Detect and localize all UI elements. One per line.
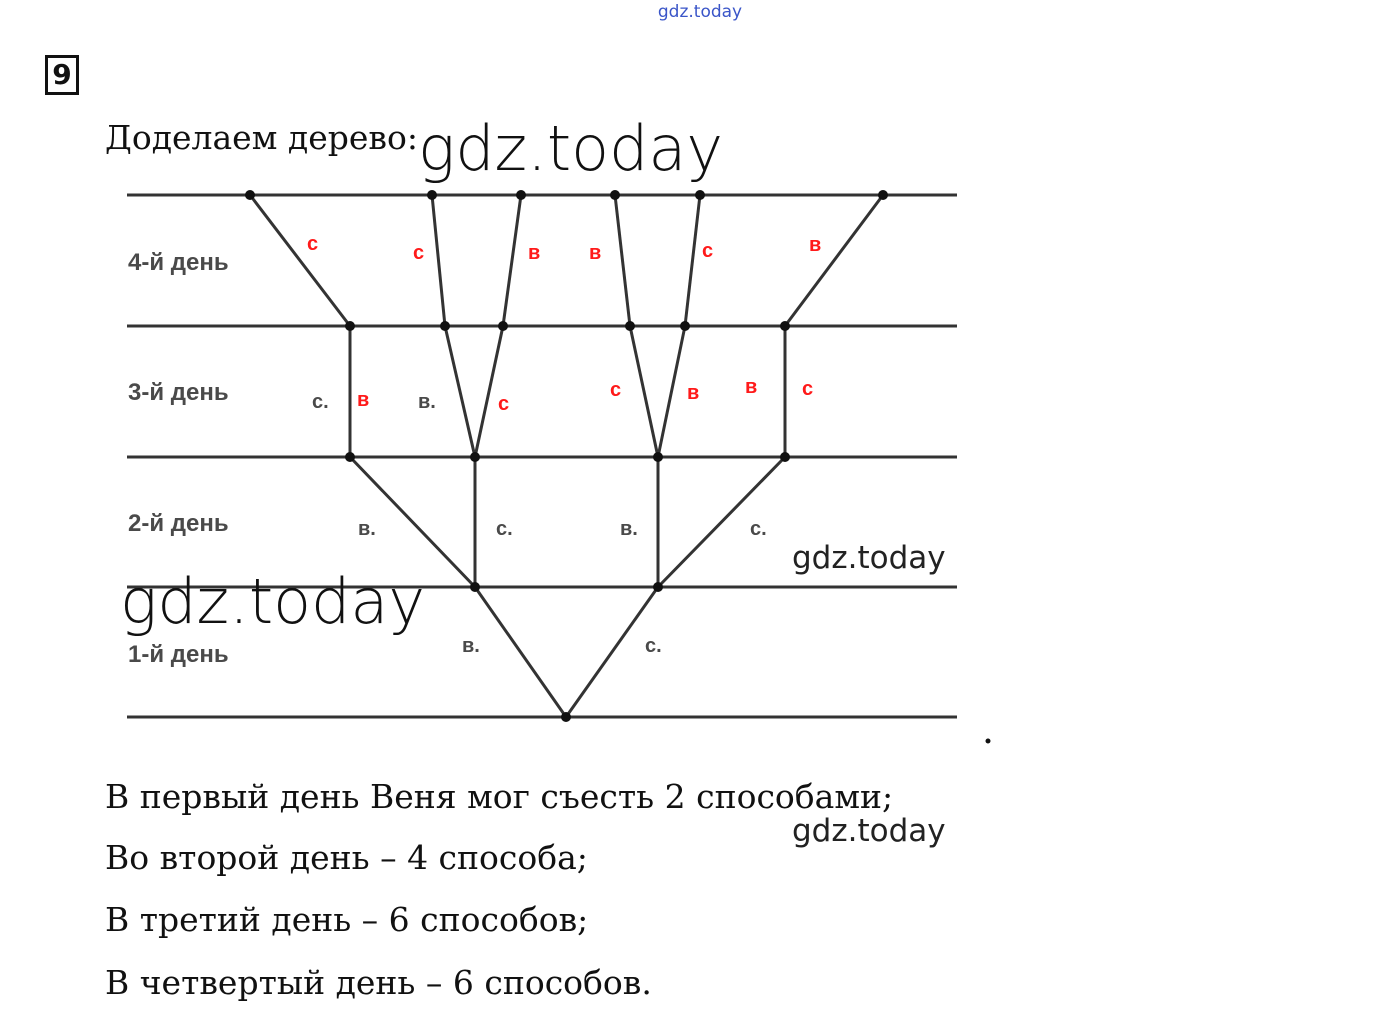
added-branch-label: с	[413, 242, 425, 264]
added-branch-label: в	[528, 242, 541, 264]
intro-text: Доделаем дерево:	[105, 118, 418, 157]
branch-label: с.	[645, 635, 662, 657]
tree-node	[780, 321, 790, 331]
added-branch-label: с	[802, 378, 814, 400]
tree-node	[780, 452, 790, 462]
added-branch-label: в	[809, 234, 822, 256]
added-branch-label: в	[357, 389, 370, 411]
branch-label: с.	[750, 518, 767, 540]
tree-node	[470, 582, 480, 592]
tree-node	[345, 452, 355, 462]
tree-node	[245, 190, 255, 200]
branch-label: в.	[418, 391, 436, 413]
watermark-medium: gdz.today	[792, 813, 946, 849]
tree-node	[561, 712, 571, 722]
tree-node	[878, 190, 888, 200]
branch-label: в.	[462, 635, 480, 657]
added-branch-label: с	[702, 240, 714, 262]
tree-node	[610, 190, 620, 200]
tree-node	[345, 321, 355, 331]
branch-label: с.	[496, 518, 513, 540]
tree-node	[498, 321, 508, 331]
added-branch-label: с	[610, 379, 622, 401]
tree-node	[653, 582, 663, 592]
day-label: 4-й день	[128, 249, 229, 276]
day-label: 3-й день	[128, 379, 229, 406]
tree-edge	[503, 195, 521, 326]
answer-line: В первый день Веня мог съесть 2 способами;	[105, 777, 894, 816]
branch-label: в.	[620, 518, 638, 540]
task-number: 9	[45, 55, 79, 95]
tree-edge	[475, 587, 566, 717]
watermark-large: gdz.today	[418, 112, 724, 185]
tree-edge	[785, 195, 883, 326]
added-branch-label: в	[687, 382, 700, 404]
tree-node	[653, 452, 663, 462]
watermark-top: gdz.today	[657, 2, 743, 22]
day-label: 2-й день	[128, 510, 229, 537]
branch-label: в.	[358, 518, 376, 540]
tree-node	[440, 321, 450, 331]
tree-edge	[445, 326, 475, 457]
tree-node	[470, 452, 480, 462]
tree-edge	[615, 195, 630, 326]
added-branch-label: в	[589, 242, 602, 264]
tree-edge	[475, 326, 503, 457]
watermark-medium: gdz.today	[792, 540, 946, 576]
tree-node	[427, 190, 437, 200]
tree-edge	[658, 326, 685, 457]
answer-line: В третий день – 6 способов;	[105, 900, 589, 939]
tree-edge	[685, 195, 700, 326]
tree-edge	[630, 326, 658, 457]
stray-dot	[986, 739, 991, 744]
answer-line: Во второй день – 4 способа;	[105, 838, 588, 877]
added-branch-label: с	[307, 233, 319, 255]
day-label: 1-й день	[128, 641, 229, 668]
added-branch-label: с	[498, 393, 510, 415]
tree-edge	[432, 195, 445, 326]
tree-node	[695, 190, 705, 200]
tree-node	[516, 190, 526, 200]
tree-edge	[250, 195, 350, 326]
watermark-large: gdz.today	[120, 565, 426, 638]
tree-node	[680, 321, 690, 331]
answer-line: В четвертый день – 6 способов.	[105, 963, 652, 1002]
added-branch-label: в	[745, 376, 758, 398]
branch-label: с.	[312, 391, 329, 413]
tree-node	[625, 321, 635, 331]
